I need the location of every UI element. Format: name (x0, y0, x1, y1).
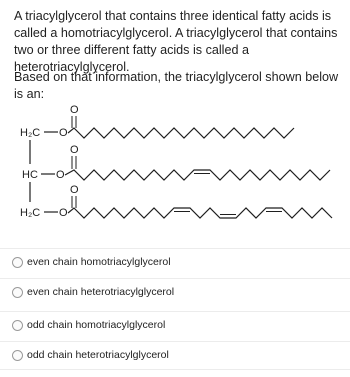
option-odd-chain-homotriacylglycerol[interactable] (0, 311, 350, 340)
fatty-acid-chain-3 (68, 208, 332, 218)
fatty-acid-chain-2 (65, 170, 330, 180)
ester-oxygen-3: O (59, 207, 68, 219)
carbonyl-oxygen-1: O (70, 104, 79, 116)
radio-button[interactable] (12, 287, 23, 298)
radio-button[interactable] (12, 320, 23, 331)
radio-button[interactable] (12, 350, 23, 361)
option-label: even chain heterotriacylglycerol (27, 286, 175, 298)
option-label: odd chain heterotriacylglycerol (27, 349, 169, 361)
divider (0, 369, 350, 370)
h2c-bottom-label: H₂C (20, 207, 41, 219)
option-even-chain-homotriacylglycerol[interactable] (0, 248, 350, 277)
option-odd-chain-heterotriacylglycerol[interactable] (0, 341, 350, 370)
ester-oxygen-2: O (56, 169, 65, 181)
question-text: Based on that information, the triacylglycerol shown below is an: (14, 70, 339, 101)
ester-oxygen-1: O (59, 127, 68, 139)
h2c-top-label: H₂C (20, 127, 41, 139)
hc-mid-label: HC (22, 169, 38, 181)
fatty-acid-chain-1 (68, 128, 294, 138)
carbonyl-oxygen-3: O (70, 184, 79, 196)
intro-text: A triacylglycerol that contains three identical fatty acids is called a homotriacylglycerol. A triacylglycerol that contains two or three different fatty acids is called a heterotriacylglycerol. (14, 9, 338, 74)
radio-button[interactable] (12, 257, 23, 268)
option-label: odd chain homotriacylglycerol (27, 319, 166, 331)
carbonyl-oxygen-2: O (70, 144, 79, 156)
option-label: even chain homotriacylglycerol (27, 256, 171, 268)
option-even-chain-heterotriacylglycerol[interactable] (0, 278, 350, 307)
triacylglycerol-structure (0, 98, 350, 248)
